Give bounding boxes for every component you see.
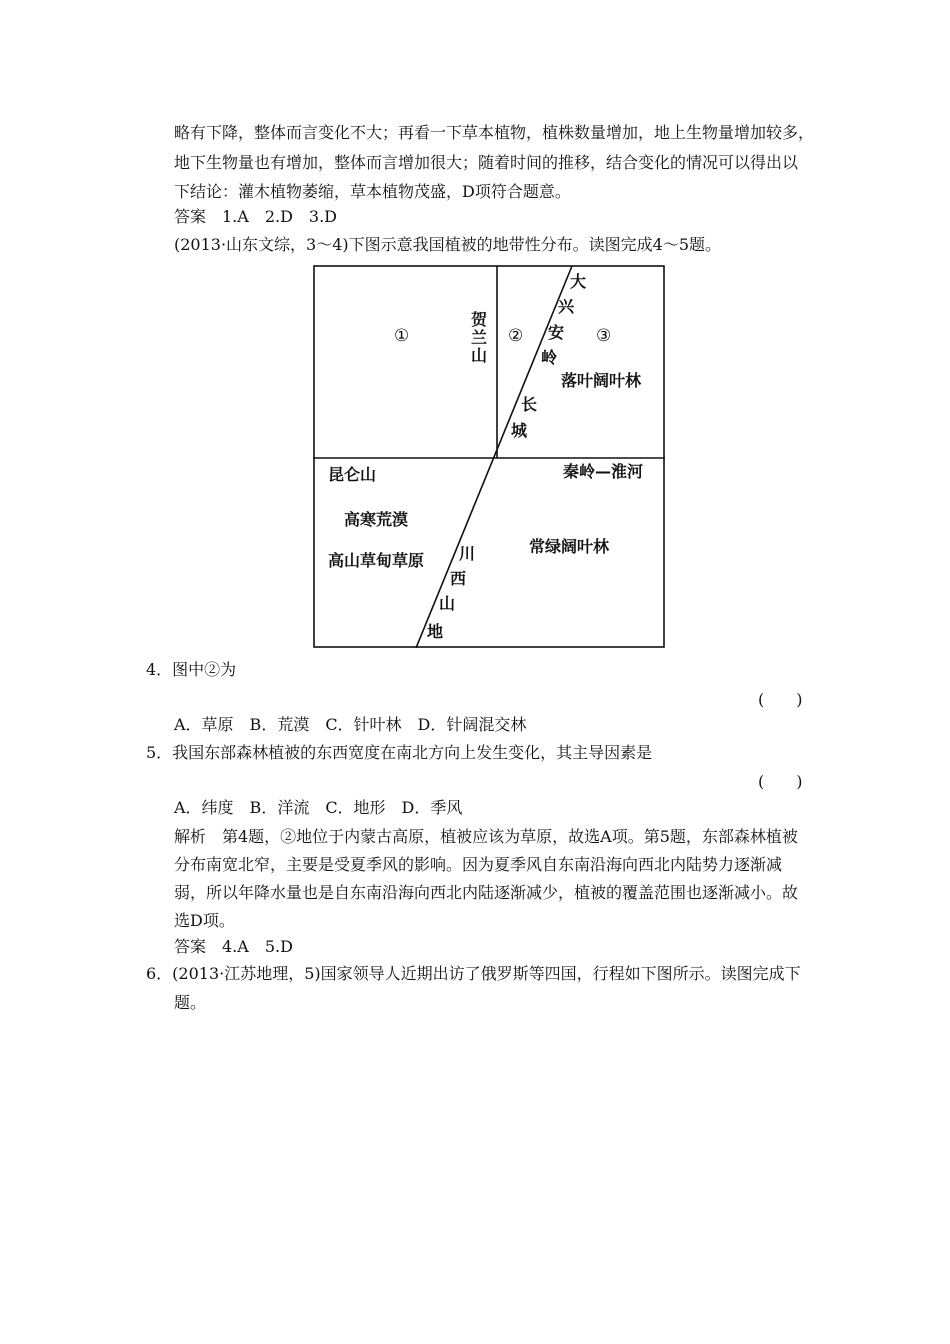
daxinganling-char-2: 兴 <box>558 297 575 316</box>
paragraph-line: 下结论：灌木植物萎缩，草本植物茂盛，D项符合题意。 <box>174 182 571 201</box>
analysis-line: 分布南宽北窄，主要是受夏季风的影响。因为夏季风自东南沿海向西北内陆势力逐渐减 <box>174 855 783 874</box>
zone-3-marker: ③ <box>596 326 612 346</box>
paragraph-line: 地下生物量也有增加，整体而言增加很大；随着时间的推移，结合变化的情况可以得出以 <box>174 153 799 172</box>
analysis-line: 选D项。 <box>174 911 235 930</box>
vegetation-zone-diagram <box>313 265 665 648</box>
kunlun-mountain-label: 昆仑山 <box>328 465 377 484</box>
daxinganling-char-4: 岭 <box>541 348 558 367</box>
question-5-answer-blank: ( ) <box>758 772 803 791</box>
chuanxi-char-2: 西 <box>450 569 467 588</box>
question-4-answer-blank: ( ) <box>758 690 803 709</box>
chuanxi-char-3: 山 <box>439 594 456 613</box>
question-5-stem: 5．我国东部森林植被的东西宽度在南北方向上发生变化，其主导因素是 <box>146 743 653 762</box>
zone-2-marker: ② <box>508 326 524 346</box>
alpine-meadow-label: 高山草甸草原 <box>328 551 425 570</box>
daxinganling-char-1: 大 <box>570 272 587 291</box>
helan-mountain-label: 贺兰山 <box>470 310 487 365</box>
question-intro: (2013·山东文综，3～4)下图示意我国植被的地带性分布。读图完成4～5题。 <box>174 235 722 254</box>
chuanxi-char-4: 地 <box>427 622 444 641</box>
paragraph-line: 略有下降，整体而言变化不大；再看一下草本植物，植株数量增加，地上生物量增加较多， <box>174 123 815 142</box>
question-4-stem: 4．图中②为 <box>146 660 237 679</box>
great-wall-char-2: 城 <box>511 421 528 440</box>
qinling-huaihe-label: 秦岭—淮河 <box>563 462 644 481</box>
analysis-line: 弱，所以年降水量也是自东南沿海向西北内陆逐渐减少，植被的覆盖范围也逐渐减小。故 <box>174 883 799 902</box>
question-6-stem: 6．(2013·江苏地理，5)国家领导人近期出访了俄罗斯等四国，行程如下图所示。读图完成下 <box>146 964 801 983</box>
answer-line: 答案 4.A 5.D <box>174 937 293 956</box>
daxinganling-char-3: 安 <box>548 323 565 342</box>
answer-line: 答案 1.A 2.D 3.D <box>174 207 338 226</box>
question-5-options: A．纬度 B．洋流 C．地形 D．季风 <box>174 798 463 817</box>
question-6-stem-cont: 题。 <box>174 993 207 1012</box>
evergreen-forest-label: 常绿阔叶林 <box>529 537 610 556</box>
zone-1-marker: ① <box>394 326 410 346</box>
chuanxi-char-1: 川 <box>459 544 476 563</box>
question-4-options: A．草原 B．荒漠 C．针叶林 D．针阔混交林 <box>174 715 527 734</box>
great-wall-char-1: 长 <box>521 395 538 414</box>
alpine-desert-label: 高寒荒漠 <box>344 510 409 529</box>
diagram-lines <box>313 265 665 648</box>
deciduous-forest-label: 落叶阔叶林 <box>561 371 642 390</box>
analysis-line: 解析 第4题，②地位于内蒙古高原，植被应该为草原，故选A项。第5题，东部森林植被 <box>174 827 798 846</box>
